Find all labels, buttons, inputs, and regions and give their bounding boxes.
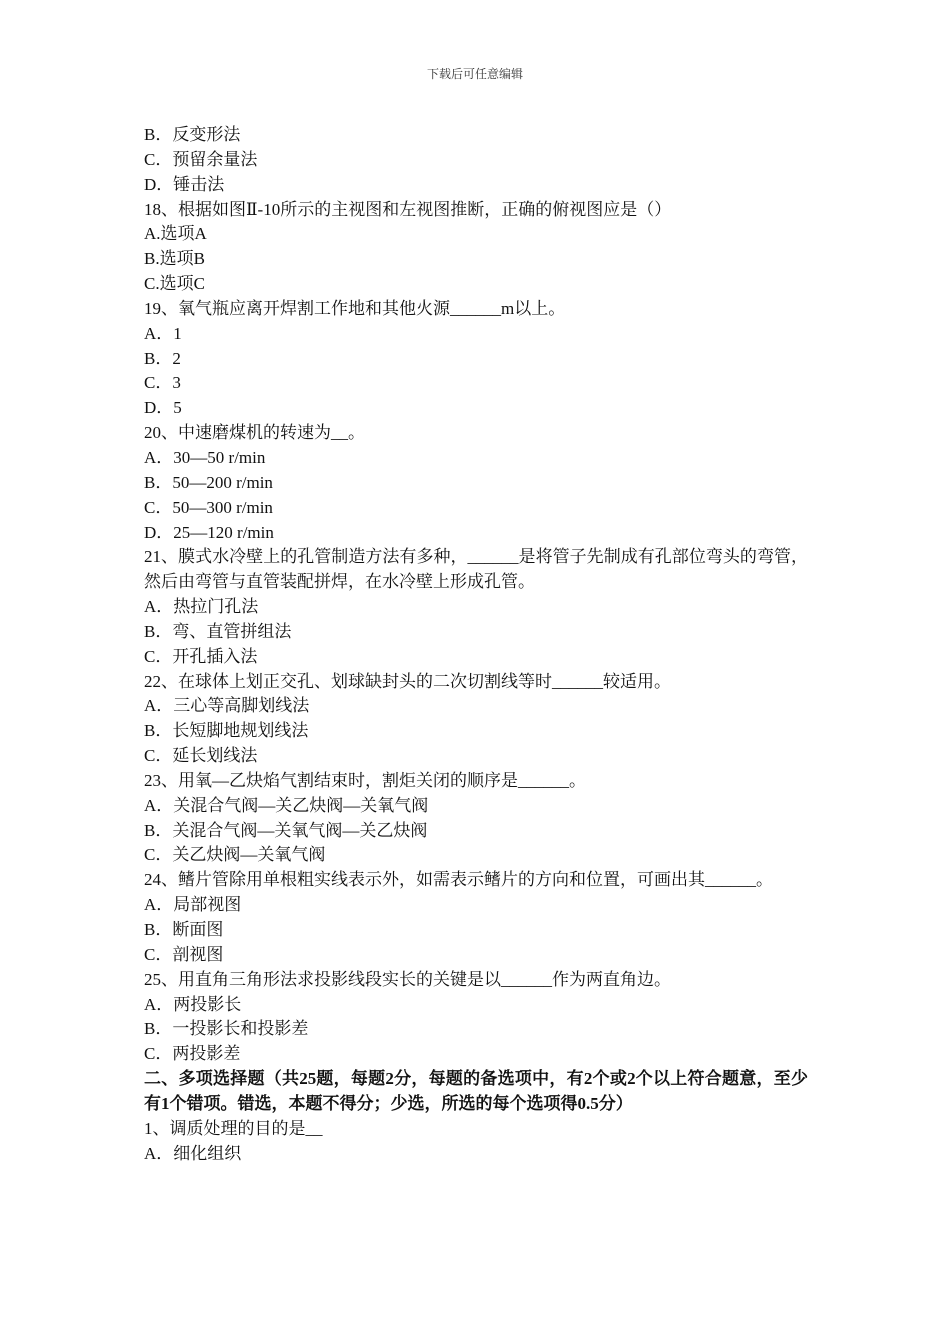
option-line: B．长短脚地规划线法 [144,721,309,741]
question-21: 21、膜式水冷壁上的孔管制造方法有多种，______是将管子先制成有孔部位弯头的弯管，然后由弯管与直管装配拼焊，在水冷壁上形成孔管。 [144,547,808,592]
option-line: D．锤击法 [144,174,225,194]
question-24: 24、鳍片管除用单根粗实线表示外，如需表示鳍片的方向和位置，可画出其______。 [144,870,773,890]
option-line: A．热拉门孔法 [144,597,259,617]
option-line: C．3 [144,373,181,393]
question-20: 20、中速磨煤机的转速为__。 [144,423,365,443]
option-line: A．三心等高脚划线法 [144,696,310,716]
option-line: C．开孔插入法 [144,646,258,666]
page-header: 下载后可任意编辑 [426,67,523,81]
document-body [144,123,808,1166]
question-19: 19、氧气瓶应离开焊割工作地和其他火源______m以上。 [144,298,566,318]
question-25: 25、用直角三角形法求投影线段实长的关键是以______作为两直角边。 [144,969,671,989]
option-line: A．两投影长 [144,994,242,1014]
option-line: A．关混合气阀—关乙炔阀—关氧气阀 [144,795,429,815]
option-line: B．关混合气阀—关氧气阀—关乙炔阀 [144,820,428,840]
option-line: C．剖视图 [144,944,224,964]
option-line: C．延长划线法 [144,746,258,766]
option-line: B．50—200 r/min [144,472,273,492]
question-22: 22、在球体上划正交孔、划球缺封头的二次切割线等时______较适用。 [144,671,671,691]
option-line: A．30—50 r/min [144,447,266,467]
option-line: A．局部视图 [144,895,242,915]
option-line: B．断面图 [144,920,224,939]
option-line: D．5 [144,398,182,418]
option-line: C．两投影差 [144,1044,241,1064]
option-line: C．预留余量法 [144,149,258,169]
option-line: C．关乙炔阀—关氧气阀 [144,845,326,865]
option-line: B.选项B [144,249,205,269]
option-line: B．弯、直管拼组法 [144,621,292,641]
section-heading-multiple-choice: 二、多项选择题（共25题，每题2分，每题的备选项中，有2个或2个以上符合题意，至少有1个错项。错选，本题不得分；少选，所选的每个选项得0.5分） [144,1069,808,1113]
option-line: B．2 [144,348,181,368]
option-line: C.选项C [144,274,205,294]
option-line: D．25—120 r/min [144,522,274,542]
question-18: 18、根据如图Ⅱ-10所示的主视图和左视图推断，正确的俯视图应是（） [144,199,672,219]
question-23: 23、用氧—乙炔焰气割结束时，割炬关闭的顺序是______。 [144,770,586,790]
option-line: A.选项A [144,224,207,244]
option-line: C．50—300 r/min [144,497,273,517]
question-1: 1、调质处理的目的是__ [144,1118,323,1138]
option-line: A．细化组织 [144,1143,242,1163]
option-line: B．一投影长和投影差 [144,1019,309,1039]
option-line: A．1 [144,323,182,343]
option-line: B．反变形法 [144,125,241,144]
